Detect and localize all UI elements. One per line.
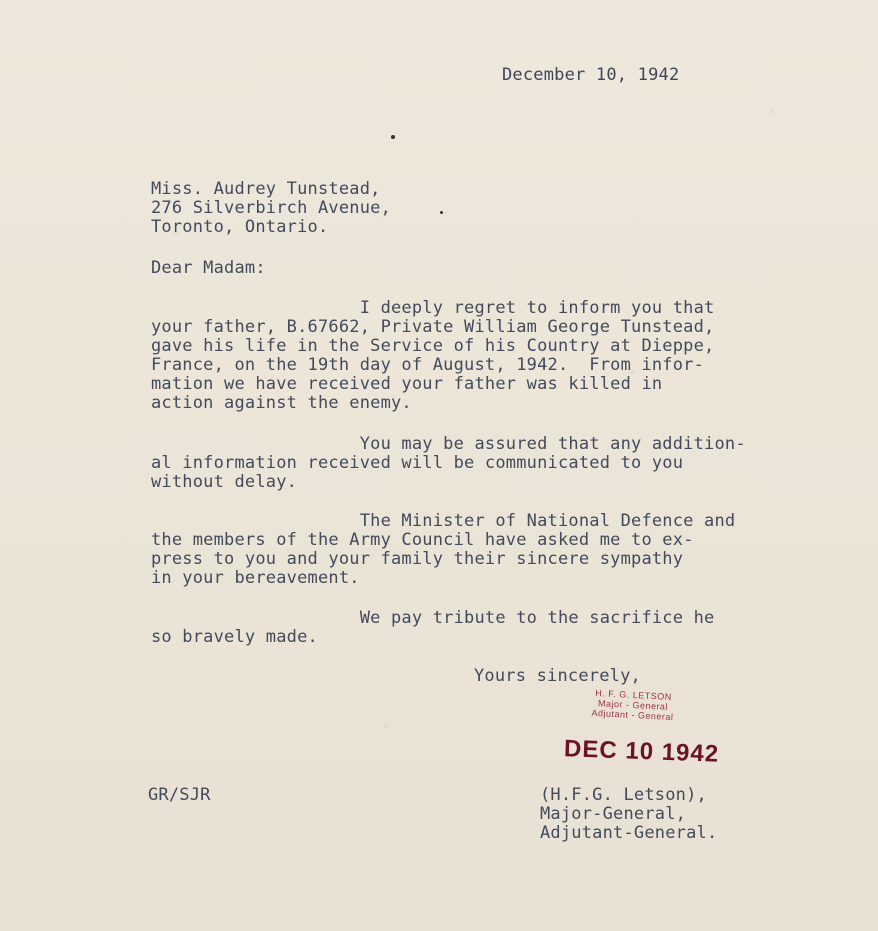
recipient-street: 276 Silverbirch Avenue,	[151, 198, 392, 218]
salutation: Dear Madam:	[151, 258, 266, 278]
signatory-title: Adjutant-General.	[540, 823, 718, 843]
stamp-rank: Major - General	[597, 698, 669, 712]
signature-block	[540, 786, 717, 843]
signatory-name: (H.F.G. Letson),	[540, 785, 707, 805]
recipient-address	[151, 180, 391, 237]
recipient-name: Miss. Audrey Tunstead,	[151, 179, 381, 199]
signatory-rank: Major-General,	[540, 804, 687, 824]
paragraph-tribute: We pay tribute to the sacrifice he so bravely made.	[151, 608, 715, 647]
reference-initials: GR/SJR	[148, 785, 211, 805]
ink-dot	[391, 135, 395, 139]
closing: Yours sincerely,	[474, 666, 641, 686]
stamp-title: Adjutant - General	[591, 707, 674, 723]
paragraph-sympathy: The Minister of National Defence and the members of the Army Council have asked me to ex- press to you and your family their sincere sympathy in your bereavement.	[151, 511, 736, 588]
paragraph-additional-info: You may be assured that any addition- al information received will be communicated to you without delay.	[151, 434, 746, 492]
ink-dot	[440, 211, 443, 214]
paragraph-regret: I deeply regret to inform you that your father, B.67662, Private William George Tunstead, gave his life in the Service of his Country at Dieppe, France, on the 19th day of August, 1942. From infor- mation we have received your father was killed in action against the enemy.	[151, 298, 715, 413]
signature-stamp	[573, 687, 692, 723]
received-date-stamp: DEC 10 1942	[563, 735, 720, 768]
stamp-name: H. F. G. LETSON	[595, 688, 672, 703]
letter-date: December 10, 1942	[502, 65, 680, 85]
recipient-city: Toronto, Ontario.	[151, 217, 329, 237]
